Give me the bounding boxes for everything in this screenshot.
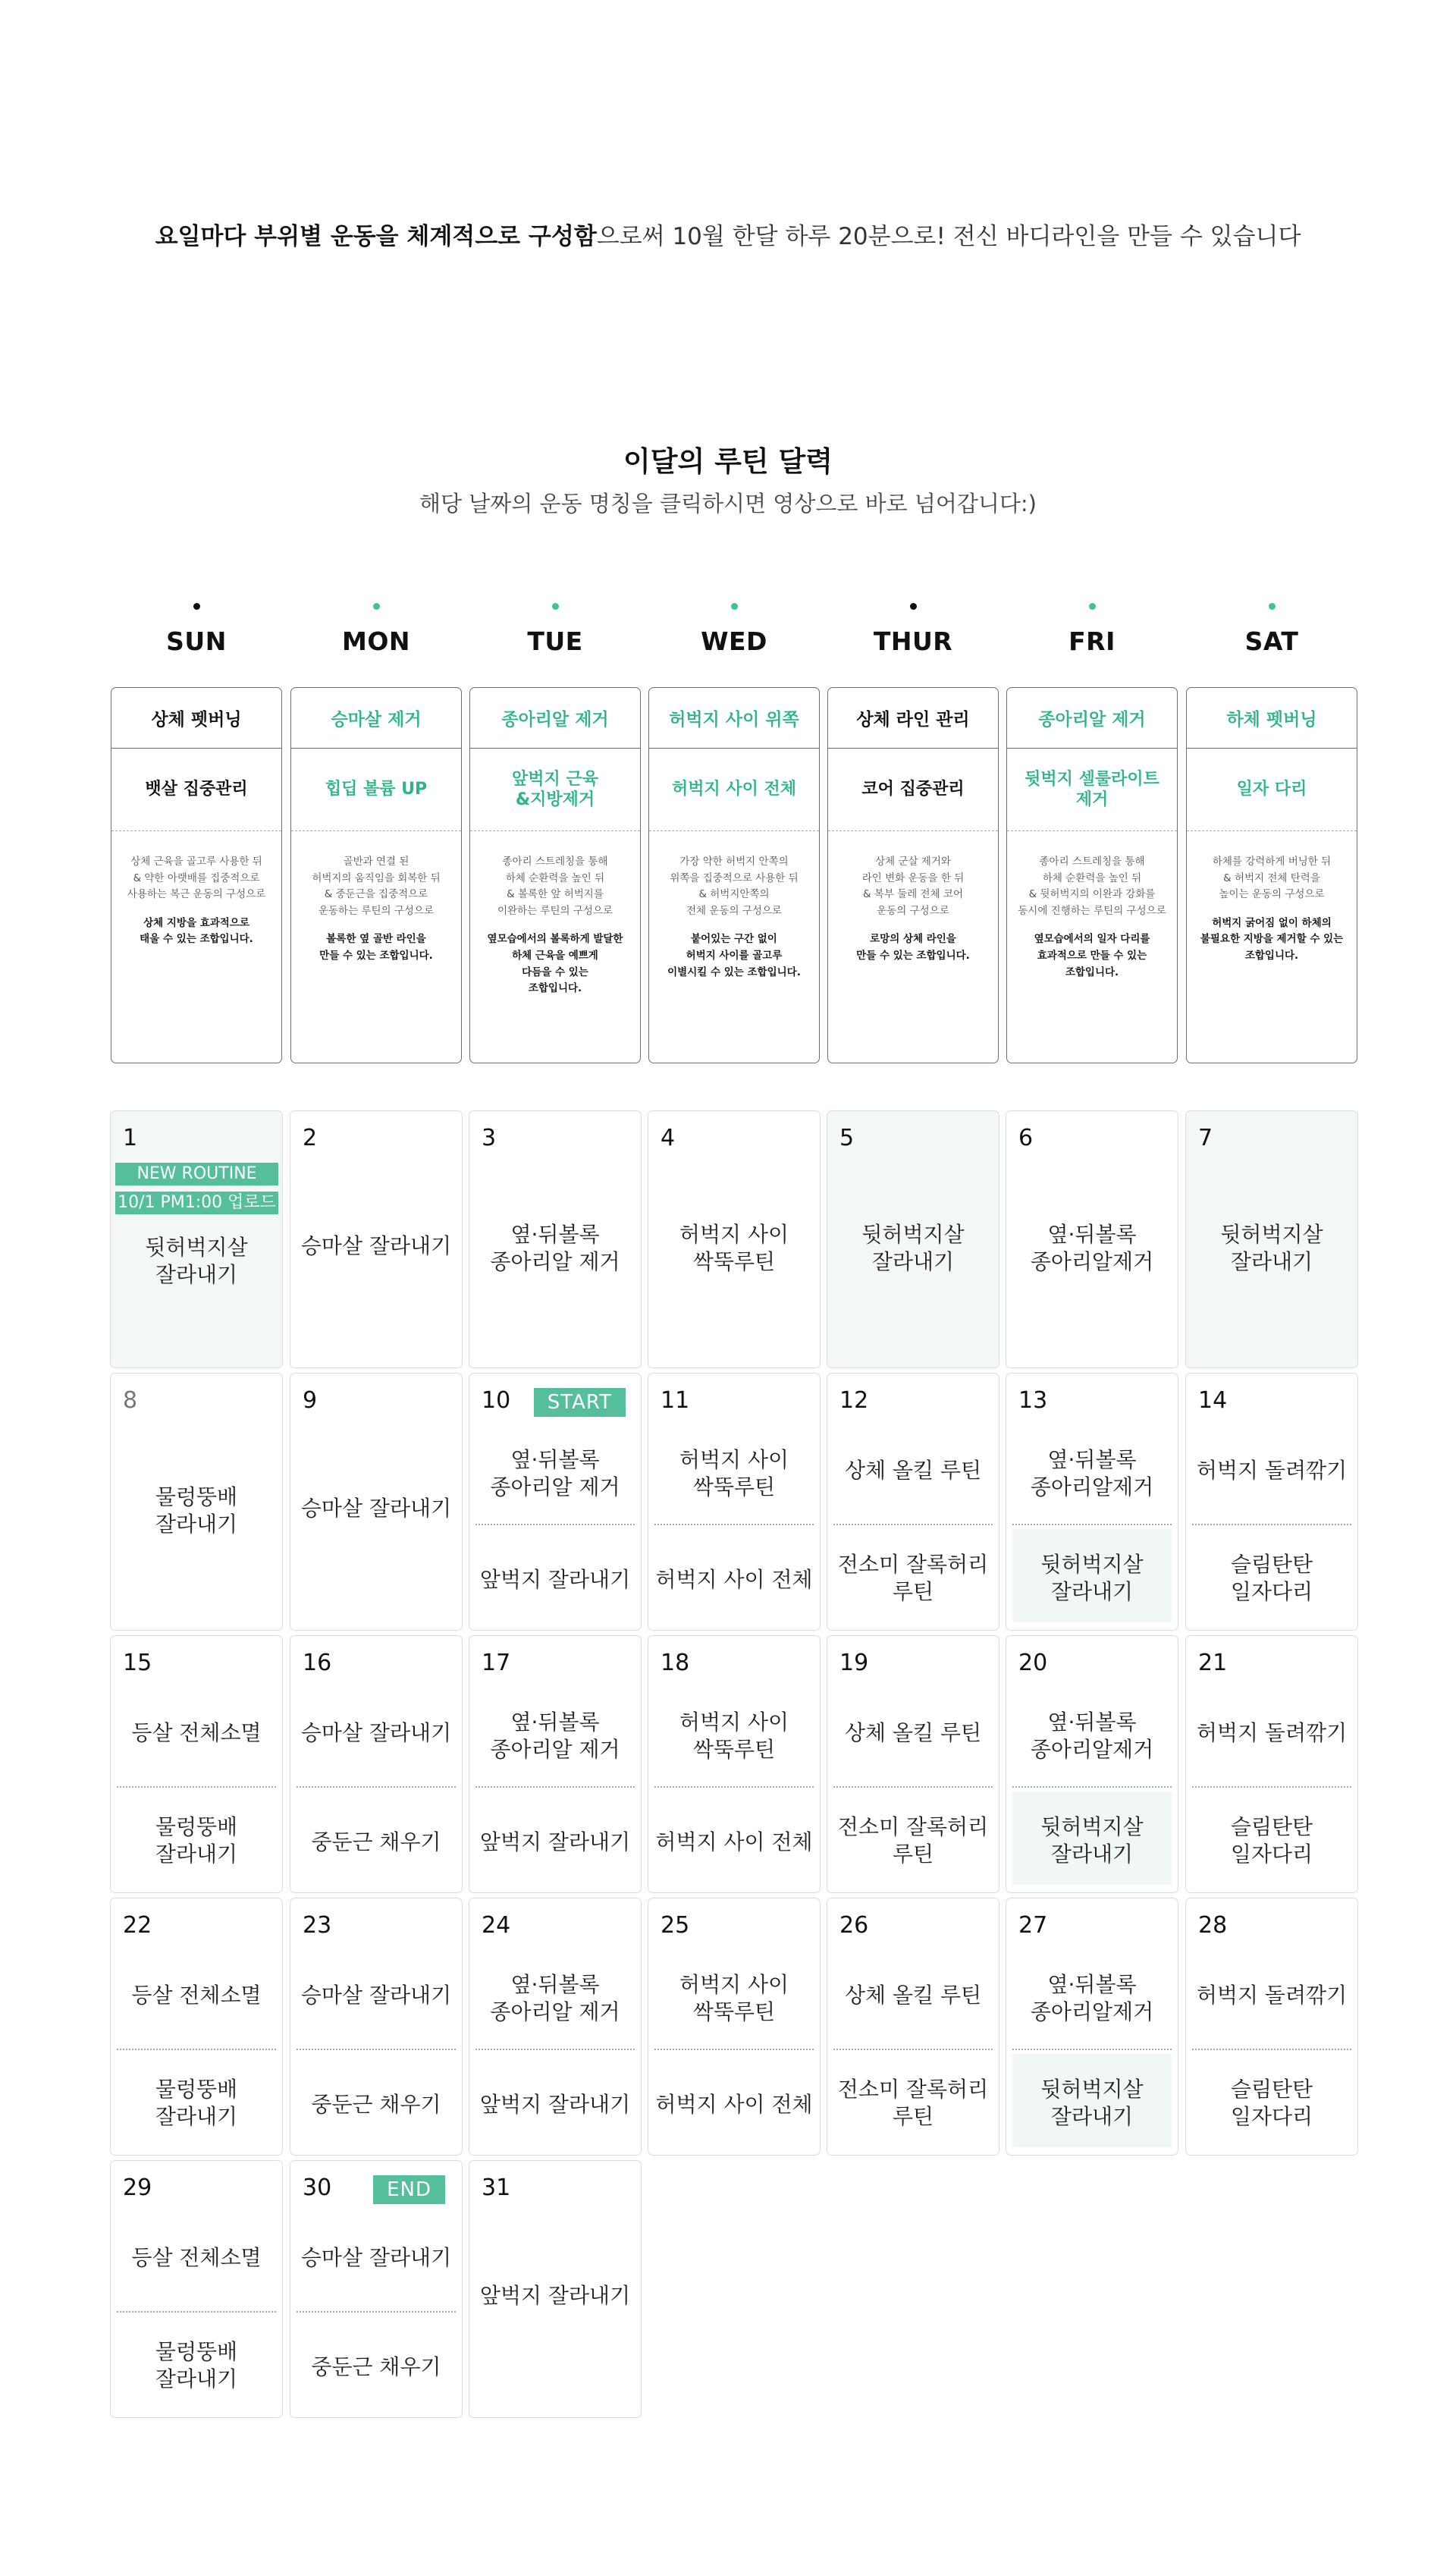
card-summary: 옆모습에서의 일자 다리를 효과적으로 만들 수 있는 조합입니다. xyxy=(1034,933,1150,978)
card-title: 허벅지 사이 위쪽 xyxy=(649,688,819,749)
routine-link[interactable]: 허벅지 사이 전체 xyxy=(655,1567,813,1592)
routine-link[interactable]: 전소미 잘록허리 루틴 xyxy=(837,1552,989,1605)
divider xyxy=(1012,1524,1172,1525)
date-number: 18 xyxy=(661,1650,690,1676)
routine-link[interactable]: 물렁뚱배 잘라내기 xyxy=(155,2077,238,2130)
calendar-day xyxy=(827,1110,999,1368)
date-number: 28 xyxy=(1198,1912,1228,1939)
card-summary: 볼록한 옆 골반 라인을 만들 수 있는 조합입니다. xyxy=(319,933,433,962)
date-number: 30 xyxy=(303,2175,332,2201)
divider xyxy=(654,1786,814,1788)
dot-icon xyxy=(1269,603,1276,610)
routine-link[interactable]: 뒷허벅지살 잘라내기 xyxy=(1220,1222,1323,1275)
routine-link[interactable]: 물렁뚱배 잘라내기 xyxy=(155,1814,238,1867)
calendar-day xyxy=(827,1898,999,2156)
routine-card[interactable] xyxy=(648,687,820,1063)
calendar-day xyxy=(827,1635,999,1893)
divider xyxy=(1012,2049,1172,2050)
card-title: 종아리알 제거 xyxy=(470,688,640,749)
calendar-day xyxy=(469,1898,642,2156)
date-number: 5 xyxy=(839,1125,855,1151)
divider xyxy=(1012,1786,1172,1788)
calendar-day xyxy=(1006,1110,1178,1368)
routine-card[interactable] xyxy=(1006,687,1178,1063)
divider xyxy=(654,2049,814,2050)
routine-link[interactable]: 물렁뚱배 잘라내기 xyxy=(155,1484,238,1537)
card-description: 하체를 강력하게 버닝한 뒤 & 허벅지 전체 탄력을 높이는 운동의 구성으로 xyxy=(1212,856,1332,901)
calendar-day xyxy=(648,1635,821,1893)
routine-link[interactable]: 허벅지 돌려깎기 xyxy=(1196,1458,1348,1483)
divider xyxy=(833,1524,993,1525)
date-number: 31 xyxy=(482,2175,511,2201)
calendar-day xyxy=(469,1373,642,1631)
dot-icon xyxy=(1089,603,1096,610)
date-number: 10 xyxy=(482,1387,511,1414)
routine-link[interactable]: 옆·뒤볼록 종아리알제거 xyxy=(1030,1972,1154,2025)
routine-link[interactable]: 앞벅지 잘라내기 xyxy=(479,1829,631,1854)
calendar-day xyxy=(469,1110,642,1368)
date-number: 14 xyxy=(1198,1387,1228,1414)
routine-link[interactable]: 중둔근 채우기 xyxy=(311,1829,441,1854)
divider xyxy=(833,2049,993,2050)
routine-link[interactable]: 허벅지 사이 싹뚝루틴 xyxy=(679,1222,789,1275)
end-badge: END xyxy=(373,2175,445,2204)
routine-link[interactable]: 뒷허벅지살 잘라내기 xyxy=(145,1235,248,1288)
routine-link[interactable]: 승마살 잘라내기 xyxy=(300,1983,452,2008)
date-number: 19 xyxy=(839,1650,869,1676)
calendar-day xyxy=(110,1110,283,1368)
day-header-6 xyxy=(1185,603,1358,656)
routine-link[interactable]: 옆·뒤볼록 종아리알제거 xyxy=(1030,1710,1154,1763)
card-description: 가장 약한 허벅지 안쪽의 위쪽을 집중적으로 사용한 뒤 & 허벅지안쪽의 전체 운동의 구성으로 xyxy=(670,856,799,917)
routine-link[interactable]: 앞벅지 잘라내기 xyxy=(479,2092,631,2117)
card-subtitle: 코어 집중관리 xyxy=(828,749,998,831)
routine-link[interactable]: 옆·뒤볼록 종아리알제거 xyxy=(1030,1447,1154,1500)
dot-icon xyxy=(731,603,738,610)
page-title: 이달의 루틴 달력 xyxy=(623,445,833,478)
date-number: 23 xyxy=(303,1912,332,1939)
date-number: 11 xyxy=(661,1387,690,1414)
day-header-2 xyxy=(469,603,642,656)
calendar-day xyxy=(1006,1635,1178,1893)
routine-link[interactable]: 허벅지 사이 전체 xyxy=(655,1829,813,1854)
intro-rest: 으로써 10월 한달 하루 20분으로! 전신 바디라인을 만들 수 있습니다 xyxy=(596,223,1301,250)
date-number: 20 xyxy=(1018,1650,1048,1676)
card-description: 종아리 스트레칭을 통해 하체 순환력을 높인 뒤 & 볼록한 앞 허벅지를 이완하는 루틴의 구성으로 xyxy=(497,856,613,917)
dot-icon xyxy=(910,603,917,610)
calendar-day xyxy=(110,1898,283,2156)
date-number: 1 xyxy=(123,1125,138,1151)
routine-link[interactable]: 뒷허벅지살 잘라내기 xyxy=(1040,1814,1144,1867)
date-number: 9 xyxy=(303,1387,318,1414)
routine-link[interactable]: 허벅지 사이 싹뚝루틴 xyxy=(679,1972,789,2025)
routine-link[interactable]: 뒷허벅지살 잘라내기 xyxy=(861,1222,965,1275)
divider xyxy=(117,2049,276,2050)
routine-link[interactable]: 옆·뒤볼록 종아리알 제거 xyxy=(490,1447,620,1500)
date-number: 22 xyxy=(123,1912,152,1939)
calendar-day xyxy=(648,1373,821,1631)
routine-link[interactable]: 물렁뚱배 잘라내기 xyxy=(155,2339,238,2392)
day-label: WED xyxy=(701,626,767,656)
calendar-day xyxy=(1185,1898,1358,2156)
upload-time-badge: 10/1 PM1:00 업로드 xyxy=(115,1192,278,1214)
dot-icon xyxy=(373,603,380,610)
date-number: 6 xyxy=(1018,1125,1034,1151)
routine-card[interactable] xyxy=(469,687,641,1063)
date-number: 8 xyxy=(123,1387,138,1414)
dot-icon xyxy=(552,603,559,610)
routine-link[interactable]: 슬림탄탄 일자다리 xyxy=(1230,1552,1313,1605)
calendar-day xyxy=(827,1373,999,1631)
date-number: 26 xyxy=(839,1912,869,1939)
divider xyxy=(1192,1786,1351,1788)
card-subtitle: 힙딥 볼륨 UP xyxy=(291,749,461,831)
routine-link[interactable]: 중둔근 채우기 xyxy=(311,2092,441,2117)
card-title: 하체 펫버닝 xyxy=(1187,688,1357,749)
date-number: 25 xyxy=(661,1912,690,1939)
calendar-day xyxy=(290,1110,463,1368)
routine-link[interactable]: 상체 올킬 루틴 xyxy=(844,1983,982,2008)
intro-text xyxy=(0,217,1456,251)
date-number: 15 xyxy=(123,1650,152,1676)
routine-card[interactable] xyxy=(1186,687,1357,1063)
date-number: 12 xyxy=(839,1387,869,1414)
calendar-day xyxy=(469,2160,642,2418)
date-number: 3 xyxy=(482,1125,497,1151)
card-subtitle: 앞벅지 근육 &지방제거 xyxy=(470,749,640,831)
calendar-day xyxy=(1185,1635,1358,1893)
day-label: TUE xyxy=(527,626,583,656)
date-number: 24 xyxy=(482,1912,511,1939)
card-subtitle: 뒷벅지 셀룰라이트 제거 xyxy=(1007,749,1177,831)
calendar-day xyxy=(110,1635,283,1893)
date-number: 29 xyxy=(123,2175,152,2201)
card-summary: 허벅지 굵어짐 없이 하체의 불필요한 지방을 제거할 수 있는 조합입니다. xyxy=(1200,916,1344,962)
calendar-day xyxy=(110,1373,283,1631)
calendar-day xyxy=(290,1898,463,2156)
new-routine-badge: NEW ROUTINE xyxy=(115,1163,278,1185)
calendar-day xyxy=(1185,1110,1358,1368)
routine-link[interactable]: 앞벅지 잘라내기 xyxy=(479,2283,631,2308)
routine-link[interactable]: 허벅지 사이 전체 xyxy=(655,2092,813,2117)
date-number: 4 xyxy=(661,1125,676,1151)
routine-card[interactable] xyxy=(827,687,999,1063)
card-title: 상체 펫버닝 xyxy=(111,688,281,749)
divider xyxy=(833,1786,993,1788)
divider xyxy=(475,1786,635,1788)
calendar-day xyxy=(1006,1898,1178,2156)
routine-link[interactable]: 승마살 잘라내기 xyxy=(300,1496,452,1521)
day-header-3 xyxy=(648,603,821,656)
divider xyxy=(475,2049,635,2050)
divider xyxy=(297,1786,456,1788)
dot-icon xyxy=(193,603,200,610)
routine-link[interactable]: 상체 올킬 루틴 xyxy=(844,1720,982,1745)
calendar-day xyxy=(290,1373,463,1631)
date-number: 27 xyxy=(1018,1912,1048,1939)
card-summary: 옆모습에서의 볼록하게 발달한 하체 근육을 예쁘게 다듬을 수 있는 조합입니다. xyxy=(487,933,623,995)
day-header-5 xyxy=(1006,603,1178,656)
routine-link[interactable]: 허벅지 사이 싹뚝루틴 xyxy=(679,1447,789,1500)
calendar-day xyxy=(469,1635,642,1893)
calendar-day xyxy=(290,2160,463,2418)
card-summary: 붙어있는 구간 없이 허벅지 사이를 골고루 이별시킬 수 있는 조합입니다. xyxy=(667,933,801,978)
divider xyxy=(1192,1524,1351,1525)
date-number: 16 xyxy=(303,1650,332,1676)
calendar-day xyxy=(1185,1373,1358,1631)
routine-card[interactable] xyxy=(290,687,462,1063)
day-header-4 xyxy=(827,603,999,656)
routine-link[interactable]: 허벅지 돌려깎기 xyxy=(1196,1983,1348,2008)
day-label: SUN xyxy=(166,626,227,656)
routine-link[interactable]: 허벅지 사이 싹뚝루틴 xyxy=(679,1710,789,1763)
routine-link[interactable]: 옆·뒤볼록 종아리알제거 xyxy=(1030,1222,1154,1275)
routine-link[interactable]: 뒷허벅지살 잘라내기 xyxy=(1040,1552,1144,1605)
card-title: 승마살 제거 xyxy=(291,688,461,749)
routine-link[interactable]: 승마살 잘라내기 xyxy=(300,1720,452,1745)
day-header-0 xyxy=(110,603,283,656)
page-subtitle: 해당 날짜의 운동 명칭을 클릭하시면 영상으로 바로 넘어갑니다:) xyxy=(419,491,1037,517)
day-label: MON xyxy=(341,626,410,656)
divider xyxy=(297,2049,456,2050)
date-number: 17 xyxy=(482,1650,511,1676)
routine-link[interactable]: 전소미 잘록허리 루틴 xyxy=(837,1814,989,1867)
day-header-1 xyxy=(290,603,463,656)
start-badge: START xyxy=(534,1388,626,1417)
divider xyxy=(1192,2049,1351,2050)
card-subtitle: 허벅지 사이 전체 xyxy=(649,749,819,831)
card-description: 상체 군살 제거와 라인 변화 운동을 한 뒤 & 복부 둘레 전체 코어 운동의 구성으로 xyxy=(861,856,965,917)
calendar-day xyxy=(648,1110,821,1368)
card-summary: 로망의 상체 라인을 만들 수 있는 조합입니다. xyxy=(856,933,970,962)
divider xyxy=(654,1524,814,1525)
routine-link[interactable]: 허벅지 돌려깎기 xyxy=(1196,1720,1348,1745)
routine-link[interactable]: 슬림탄탄 일자다리 xyxy=(1230,1814,1313,1867)
date-number: 7 xyxy=(1198,1125,1213,1151)
date-number: 2 xyxy=(303,1125,318,1151)
routine-link[interactable]: 슬림탄탄 일자다리 xyxy=(1230,2077,1313,2130)
calendar-day xyxy=(290,1635,463,1893)
routine-link[interactable]: 전소미 잘록허리 루틴 xyxy=(837,2077,989,2130)
day-label: THUR xyxy=(873,626,953,656)
day-label: FRI xyxy=(1068,626,1116,656)
divider xyxy=(117,1786,276,1788)
date-number: 21 xyxy=(1198,1650,1228,1676)
routine-link[interactable]: 중둔근 채우기 xyxy=(311,2354,441,2379)
routine-card[interactable] xyxy=(111,687,282,1063)
intro-bold: 요일마다 부위별 운동을 체계적으로 구성함 xyxy=(155,223,597,250)
card-title: 종아리알 제거 xyxy=(1007,688,1177,749)
routine-link[interactable]: 승마살 잘라내기 xyxy=(300,2245,452,2270)
date-number: 13 xyxy=(1018,1387,1048,1414)
routine-link[interactable]: 옆·뒤볼록 종아리알 제거 xyxy=(490,1710,620,1763)
routine-link[interactable]: 등살 전체소멸 xyxy=(131,1720,262,1745)
card-description: 종아리 스트레칭을 통해 하체 순환력을 높인 뒤 & 뒷허벅지의 이완과 강화를 동시에 진행하는 루틴의 구성으로 xyxy=(1018,856,1166,917)
card-description: 골반과 연결 된 허벅지의 움직임을 회복한 뒤 & 중둔근을 집중적으로 운동하는 루틴의 구성으로 xyxy=(312,856,441,917)
card-subtitle: 뱃살 집중관리 xyxy=(111,749,281,831)
calendar-day xyxy=(648,1898,821,2156)
card-description: 상체 근육을 골고루 사용한 뒤 & 약한 아랫배를 집중적으로 사용하는 복근 운동의 구성으로 xyxy=(127,856,266,901)
divider xyxy=(475,1524,635,1525)
card-summary: 상체 지방을 효과적으로 태울 수 있는 조합입니다. xyxy=(140,916,253,946)
routine-link[interactable]: 옆·뒤볼록 종아리알 제거 xyxy=(490,1972,620,2025)
routine-link[interactable]: 뒷허벅지살 잘라내기 xyxy=(1040,2077,1144,2130)
divider xyxy=(297,2311,456,2313)
routine-link[interactable]: 등살 전체소멸 xyxy=(131,1983,262,2008)
day-label: SAT xyxy=(1244,626,1299,656)
routine-link[interactable]: 승마살 잘라내기 xyxy=(300,1233,452,1258)
card-subtitle: 일자 다리 xyxy=(1187,749,1357,831)
card-title: 상체 라인 관리 xyxy=(828,688,998,749)
routine-link[interactable]: 등살 전체소멸 xyxy=(131,2245,262,2270)
calendar-day xyxy=(110,2160,283,2418)
routine-link[interactable]: 앞벅지 잘라내기 xyxy=(479,1567,631,1592)
routine-link[interactable]: 옆·뒤볼록 종아리알 제거 xyxy=(490,1222,620,1275)
divider xyxy=(117,2311,276,2313)
calendar-day xyxy=(1006,1373,1178,1631)
routine-link[interactable]: 상체 올킬 루틴 xyxy=(844,1458,982,1483)
